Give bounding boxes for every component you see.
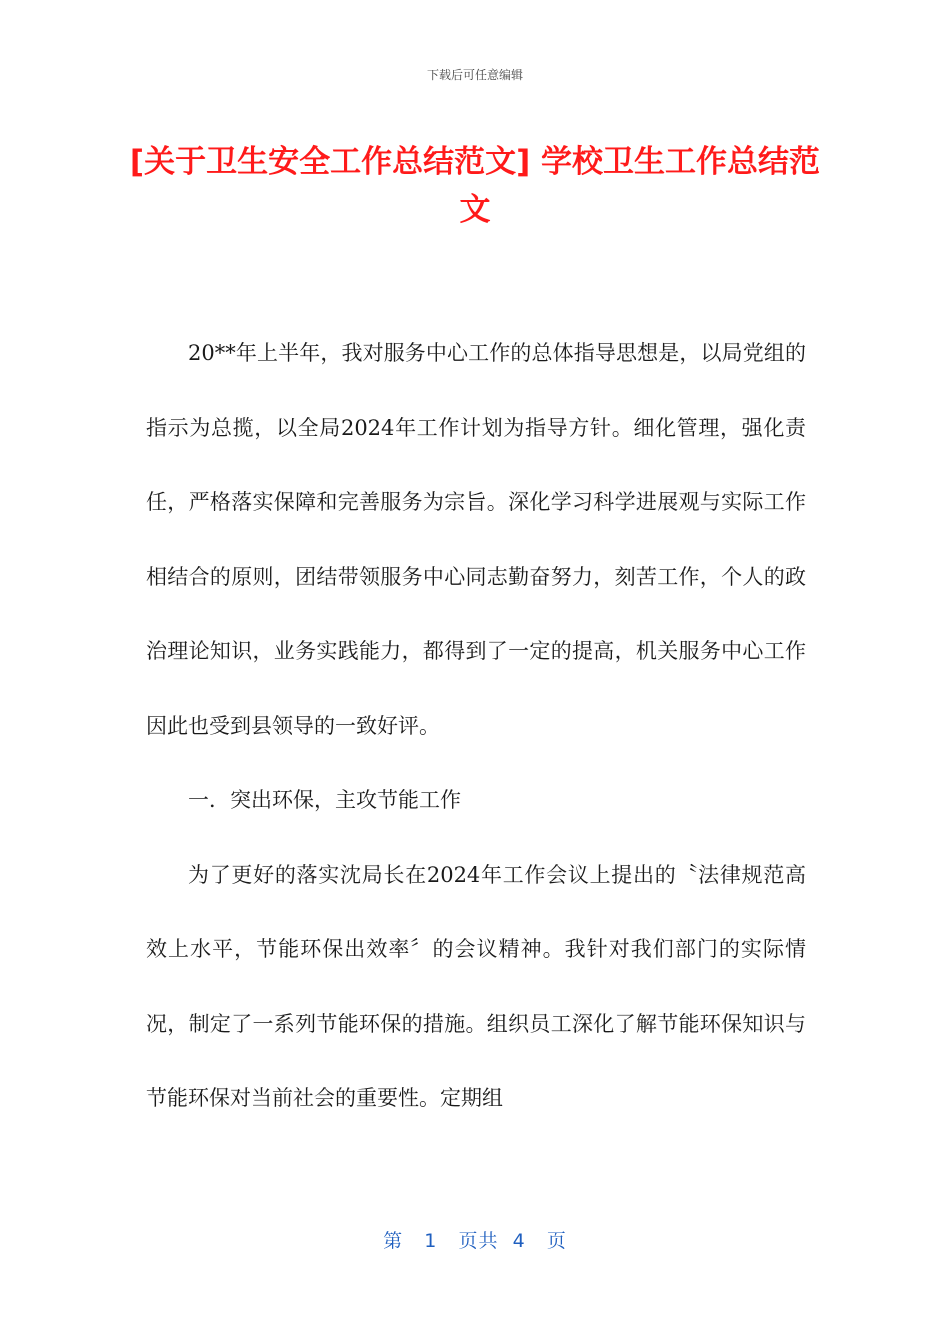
total-pages-number: 4 xyxy=(512,1230,526,1252)
paragraph-intro: 20**年上半年，我对服务中心工作的总体指导思想是，以局党组的指示为总揽，以全局2024年工作计划为指导方针。细化管理，强化责任，严格落实保障和完善服务为宗旨。深化学习科学进展观与实际工作相结合的原则，团结带领服务中心同志勤奋努力，刻苦工作，个人的政治理论知识，业务实践能力，都得到了一定的提高，机关服务中心工作因此也受到县领导的一致好评。 xyxy=(146,341,806,738)
page-footer xyxy=(0,1226,950,1253)
page-label-prefix: 第 xyxy=(383,1230,404,1252)
document-title: [关于卫生安全工作总结范文] 学校卫生工作总结范文 xyxy=(129,144,821,228)
section-heading-environment: 一．突出环保，主攻节能工作 xyxy=(188,788,461,812)
page-label-mid: 页共 xyxy=(458,1230,499,1252)
document-body xyxy=(146,316,806,1136)
page-header-note: 下载后可任意编辑 xyxy=(426,68,523,82)
current-page-number: 1 xyxy=(424,1230,438,1252)
page-label-suffix: 页 xyxy=(546,1230,567,1252)
paragraph-energy-saving: 为了更好的落实沈局长在2024年工作会议上提出的〝法律规范高效上水平，节能环保出效率〞的会议精神。我针对我们部门的实际情况，制定了一系列节能环保的措施。组织员工深化了解节能环保知识与节能环保对当前社会的重要性。定期组 xyxy=(146,862,806,1110)
